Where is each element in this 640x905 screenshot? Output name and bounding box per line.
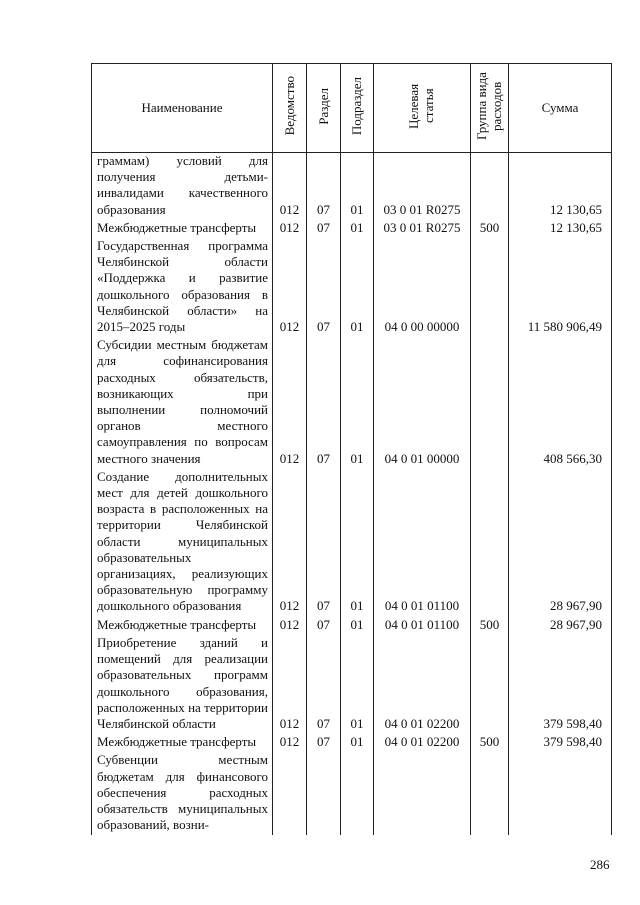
header-department: Ведомство (273, 64, 307, 153)
name-cell: Межбюджетные трансферты (92, 734, 273, 752)
subsection-cell: 01 (341, 220, 374, 238)
sum-cell: 12 130,65 (509, 153, 612, 220)
table-row (92, 220, 612, 238)
sum-cell: 379 598,40 (509, 635, 612, 734)
expense-group-cell: 500 (471, 220, 509, 238)
department-cell: 012 (273, 153, 307, 220)
subsection-cell: 01 (341, 337, 374, 469)
header-sum: Сумма (509, 64, 612, 153)
department-cell: 012 (273, 734, 307, 752)
expense-group-cell: 500 (471, 734, 509, 752)
section-cell: 07 (307, 220, 341, 238)
name-cell: Субсидии местным бюджетам для софинансирования расходных обязательств, возникающих при выполнении полномочий органов местного самоуправления по вопросам местного значения (92, 337, 273, 469)
name-cell: Межбюджетные трансферты (92, 617, 273, 635)
department-cell: 012 (273, 337, 307, 469)
name-cell: Приобретение зданий и помещений для реализации образовательных программ дошкольного образования, расположенных на территории Челябинской области (92, 635, 273, 734)
section-cell: 07 (307, 238, 341, 337)
header-subsection: Подраздел (341, 64, 374, 153)
sum-cell (509, 752, 612, 835)
table-row (92, 734, 612, 752)
sum-cell: 28 967,90 (509, 617, 612, 635)
target-article-cell: 04 0 00 00000 (374, 238, 471, 337)
sum-cell: 11 580 906,49 (509, 238, 612, 337)
subsection-cell: 01 (341, 734, 374, 752)
subsection-cell (341, 752, 374, 835)
name-cell: Субвенции местным бюджетам для финансового обеспечения расходных обязательств муниципальных образований, возни- (92, 752, 273, 835)
budget-table (91, 63, 612, 835)
target-article-cell: 04 0 01 01100 (374, 469, 471, 617)
header-name: Наименование (92, 64, 273, 153)
table-row (92, 752, 612, 835)
expense-group-cell: 500 (471, 617, 509, 635)
sum-cell: 379 598,40 (509, 734, 612, 752)
page-number: 286 (590, 857, 610, 872)
expense-group-cell (471, 153, 509, 220)
sum-cell: 12 130,65 (509, 220, 612, 238)
sum-cell: 28 967,90 (509, 469, 612, 617)
table-row (92, 337, 612, 469)
target-article-cell (374, 752, 471, 835)
target-article-cell: 03 0 01 R0275 (374, 220, 471, 238)
expense-group-cell (471, 752, 509, 835)
department-cell: 012 (273, 220, 307, 238)
section-cell: 07 (307, 734, 341, 752)
table-row (92, 153, 612, 220)
target-article-cell: 04 0 01 02200 (374, 734, 471, 752)
header-target-article: Целевая статья (374, 64, 471, 153)
subsection-cell: 01 (341, 238, 374, 337)
target-article-cell: 03 0 01 R0275 (374, 153, 471, 220)
department-cell: 012 (273, 469, 307, 617)
sum-cell: 408 566,30 (509, 337, 612, 469)
table-row (92, 635, 612, 734)
target-article-cell: 04 0 01 01100 (374, 617, 471, 635)
subsection-cell: 01 (341, 153, 374, 220)
name-cell: Государственная программа Челябинской области «Поддержка и развитие дошкольного образования в Челябинской области» на 2015–2025 годы (92, 238, 273, 337)
section-cell: 07 (307, 337, 341, 469)
section-cell: 07 (307, 617, 341, 635)
name-cell: Межбюджетные трансферты (92, 220, 273, 238)
table-header-row (92, 64, 612, 153)
subsection-cell: 01 (341, 617, 374, 635)
table-row (92, 617, 612, 635)
department-cell: 012 (273, 617, 307, 635)
table-body (92, 153, 612, 836)
table-row (92, 469, 612, 617)
expense-group-cell (471, 469, 509, 617)
header-section: Раздел (307, 64, 341, 153)
target-article-cell: 04 0 01 00000 (374, 337, 471, 469)
section-cell: 07 (307, 469, 341, 617)
expense-group-cell (471, 337, 509, 469)
section-cell (307, 752, 341, 835)
subsection-cell: 01 (341, 635, 374, 734)
department-cell: 012 (273, 635, 307, 734)
expense-group-cell (471, 238, 509, 337)
name-cell: граммам) условий для получения детьми-инвалидами качественного образования (92, 153, 273, 220)
department-cell (273, 752, 307, 835)
name-cell: Создание дополнительных мест для детей дошкольного возраста в расположенных на территории Челябинской области муниципальных образовательных организациях, реализующих образовательную программу дошкольного образования (92, 469, 273, 617)
section-cell: 07 (307, 153, 341, 220)
department-cell: 012 (273, 238, 307, 337)
table-row (92, 238, 612, 337)
target-article-cell: 04 0 01 02200 (374, 635, 471, 734)
subsection-cell: 01 (341, 469, 374, 617)
expense-group-cell (471, 635, 509, 734)
section-cell: 07 (307, 635, 341, 734)
header-expense-group: Группа вида расходов (471, 64, 509, 153)
